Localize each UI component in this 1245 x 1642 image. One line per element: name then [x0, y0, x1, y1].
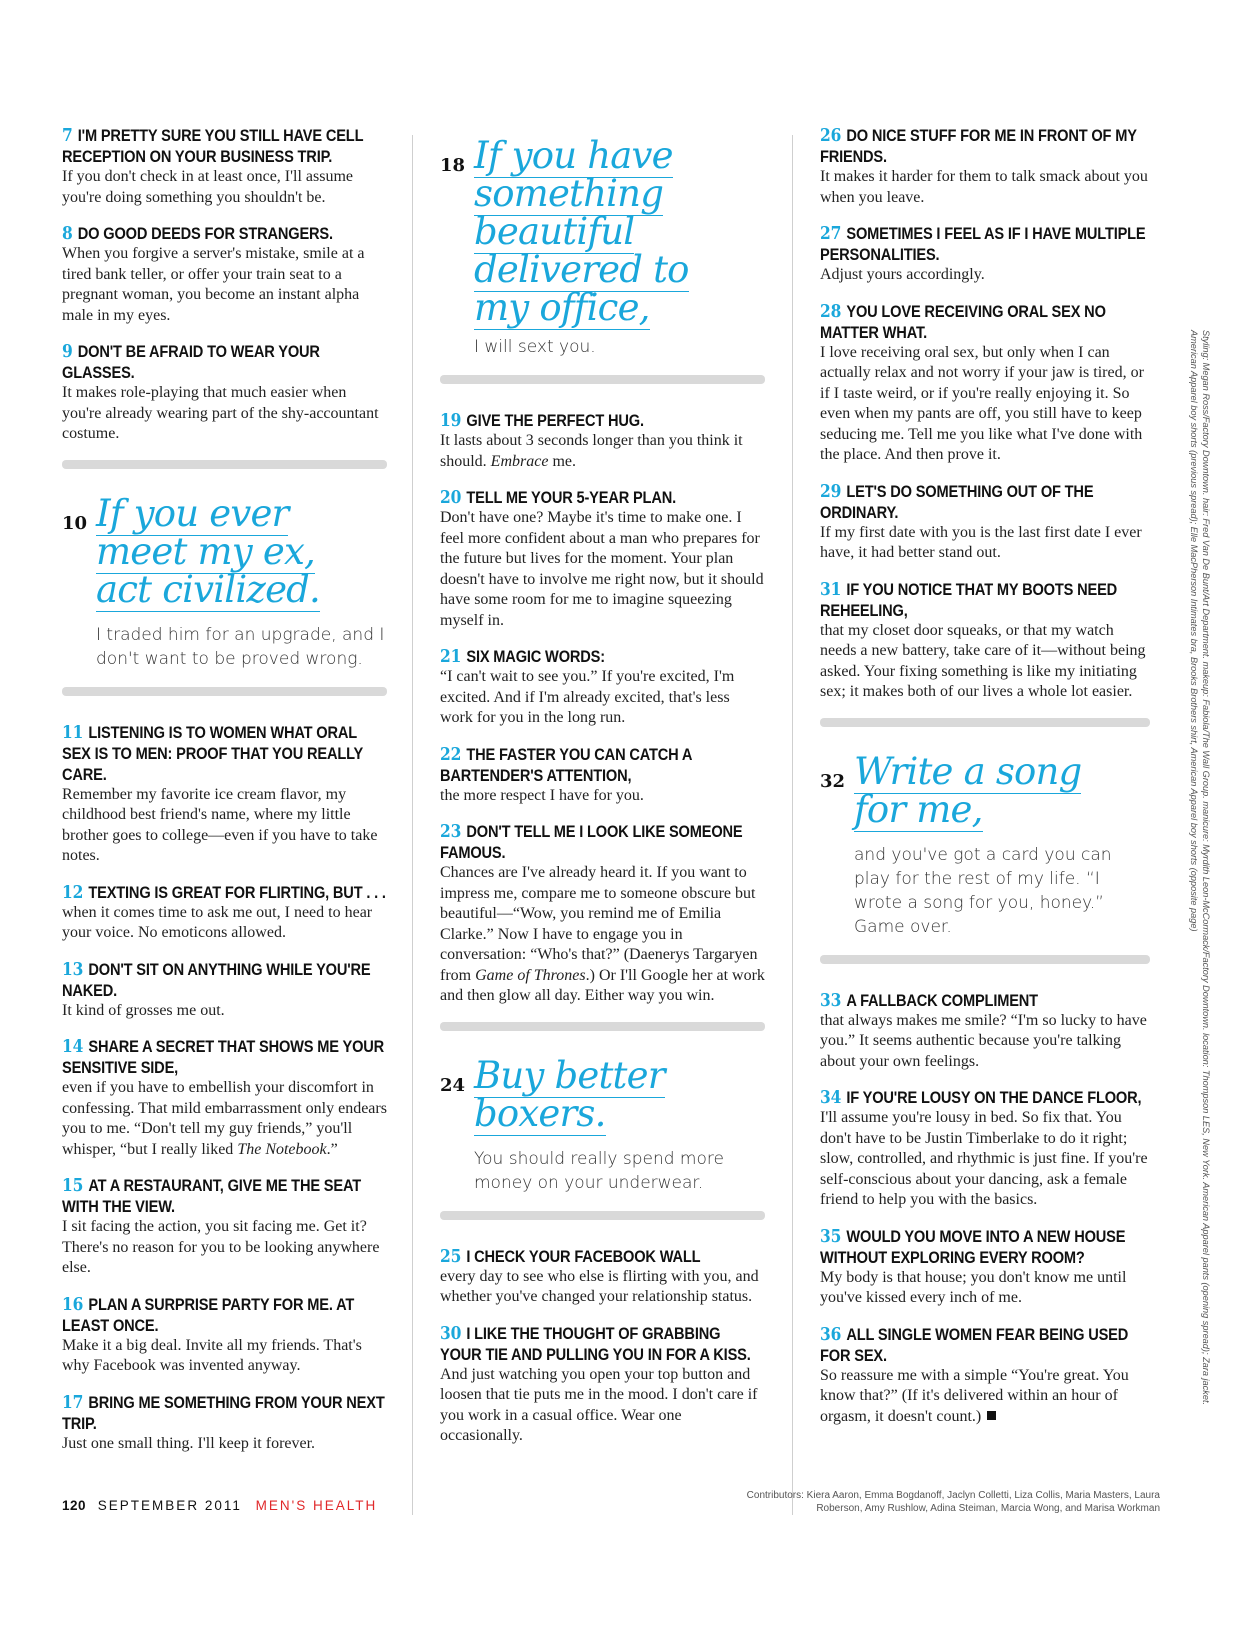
tip-body: If you don't check in at least once, I'll assume you're doing something you shouldn't be. [62, 168, 354, 206]
pull-quote-number: 18 [440, 155, 466, 176]
tip-heading: 23 DON'T TELL ME I LOOK LIKE SOMEONE FAMOUS. [440, 821, 743, 862]
section-divider [62, 460, 387, 469]
tip-number: 22 [440, 743, 462, 765]
tip-number: 27 [820, 223, 842, 244]
tip-number: 30 [440, 1322, 462, 1344]
tip-9 [62, 341, 387, 445]
issue-date: SEPTEMBER 2011 [97, 1498, 242, 1513]
tip-heading: 7 I'M PRETTY SURE YOU STILL HAVE CELL RECEPTION ON YOUR BUSINESS TRIP. [62, 125, 364, 166]
column-rule [792, 135, 793, 1515]
tip-heading: 35 WOULD YOU MOVE INTO A NEW HOUSE WITHOUT EXPLORING EVERY ROOM? [820, 1225, 1126, 1267]
tip-number: 11 [62, 721, 84, 743]
tip-heading: 30 I LIKE THE THOUGHT OF GRABBING YOUR TIE AND PULLING YOU IN FOR A KISS. [440, 1322, 751, 1364]
tip-16 [62, 1294, 387, 1377]
tip-heading: 27 SOMETIMES I FEEL AS IF I HAVE MULTIPLE PERSONALITIES. [820, 223, 1146, 264]
pull-quote-subtext: I traded him for an upgrade, and I don't want to be proved wrong. [96, 624, 385, 669]
magazine-name: MEN'S HEALTH [255, 1498, 378, 1513]
tip-15 [62, 1175, 387, 1279]
tip-body: Just one small thing. I'll keep it forever. [62, 1434, 316, 1452]
pull-quote-headline: Buy better boxers. [474, 1053, 665, 1135]
tip-31 [820, 579, 1150, 703]
pull-quote-subtext: I will sext you. [474, 337, 596, 357]
tip-11 [62, 722, 387, 867]
tip-36 [820, 1324, 1150, 1428]
tip-33 [820, 990, 1150, 1073]
pull-quote-24 [440, 1053, 765, 1195]
tip-heading: 34 IF YOU'RE LOUSY ON THE DANCE FLOOR, [820, 1087, 1142, 1108]
tip-heading: 17 BRING ME SOMETHING FROM YOUR NEXT TRIP. [62, 1391, 385, 1433]
tip-body: If my first date with you is the last first date I ever have, it had better stand out. [820, 523, 1142, 561]
tip-body: It makes role-playing that much easier when you're already wearing part of the shy-accountant costume. [62, 384, 379, 442]
tip-13 [62, 959, 387, 1022]
tip-heading: 12 TEXTING IS GREAT FOR FLIRTING, BUT . . . [62, 881, 386, 903]
tip-body: So reassure me with a simple “You're great. You know that?” (If it's delivered within an hour of orgasm, it doesn't count.) [820, 1366, 1129, 1425]
tip-body: Don't have one? Maybe it's time to make one. I feel more confident about a man who prepares for the future but lives for the moment. Your plan doesn't have to involve me right now, but it should have some room for me to imagine squeezing myself in. [440, 509, 764, 629]
tip-heading: 8 DO GOOD DEEDS FOR STRANGERS. [62, 223, 333, 244]
tip-27 [820, 223, 1150, 286]
tip-heading: 11 LISTENING IS TO WOMEN WHAT ORAL SEX IS TO MEN: PROOF THAT YOU REALLY CARE. [62, 721, 363, 784]
tip-number: 31 [820, 578, 842, 600]
tip-number: 33 [820, 989, 842, 1011]
tip-body: Adjust yours accordingly. [820, 266, 985, 283]
section-divider [440, 1022, 765, 1031]
tip-heading: 20 TELL ME YOUR 5-YEAR PLAN. [440, 487, 676, 508]
tip-12 [62, 882, 387, 944]
tip-heading: 9 DON'T BE AFRAID TO WEAR YOUR GLASSES. [62, 341, 320, 382]
section-divider [440, 375, 765, 384]
movie-title: The Notebook [237, 1140, 327, 1158]
tip-34 [820, 1087, 1150, 1211]
tip-heading: 14 SHARE A SECRET THAT SHOWS ME YOUR SENSITIVE SIDE, [62, 1036, 385, 1077]
page-number: 120 [62, 1498, 87, 1513]
tip-28 [820, 301, 1150, 466]
tip-body: every day to see who else is flirting with you, and whether you've changed your relationship status. [440, 1267, 759, 1305]
section-divider [62, 687, 387, 696]
tip-body: the more respect I have for you. [440, 786, 644, 804]
tip-body: My body is that house; you don't know me until you've kissed every inch of me. [820, 1268, 1127, 1306]
tip-8 [62, 223, 387, 326]
tip-heading: 16 PLAN A SURPRISE PARTY FOR ME. AT LEAST ONCE. [62, 1293, 355, 1335]
tip-22 [440, 744, 765, 807]
tip-23 [440, 821, 765, 1007]
tip-number: 7 [62, 125, 73, 146]
tip-number: 36 [820, 1323, 842, 1345]
tip-body: When you forgive a server's mistake, smile at a tired bank teller, or offer your train seat to a pregnant woman, you become an instant alpha male in my eyes. [62, 245, 365, 324]
tip-number: 26 [820, 125, 842, 146]
pull-quote-number: 32 [820, 770, 846, 792]
tip-number: 20 [440, 487, 462, 508]
photo-credits: Styling: Megan Ross/Factory Downtown. hair: Fred Van De Bunt/Art Department. makeup: Fabiola/The Wall Group. manicure: Myrdith Leon-McCormack/Factory Downtown. location: Thompson LES, New York. American Apparel pants (opening spread); Zara jacket. American Apparel boy shorts (previous spread); Elle MacPherson Intimates bra, Brooks Brothers shirt, American Apparel boy shorts (opposite page) [1189, 330, 1211, 1406]
tip-14 [62, 1036, 387, 1160]
pull-quote-headline: If you have something beautiful delivered to my office, [474, 134, 689, 329]
tip-19 [440, 410, 765, 472]
tip-heading: 36 ALL SINGLE WOMEN FEAR BEING USED FOR SEX. [820, 1323, 1129, 1365]
tip-number: 23 [440, 821, 462, 842]
tip-body: “I can't wait to see you.” If you're excited, I'm excited. And if I'm already excited, that's less work for you in the long run. [440, 668, 735, 726]
end-mark-icon [987, 1411, 996, 1420]
column-rule [412, 135, 413, 1515]
tip-heading: 31 IF YOU NOTICE THAT MY BOOTS NEED REHEELING, [820, 578, 1118, 620]
tip-heading: 13 DON'T SIT ON ANYTHING WHILE YOU'RE NAKED. [62, 958, 371, 1000]
middle-column [440, 125, 765, 1462]
tip-heading: 29 LET'S DO SOMETHING OUT OF THE ORDINARY. [820, 480, 1094, 522]
tip-21 [440, 646, 765, 729]
tip-35 [820, 1226, 1150, 1309]
pull-quote-headline: If you ever meet my ex, act civilized. [96, 491, 321, 611]
tip-body: It lasts about 3 seconds longer than you think it should. Embrace me. [440, 432, 743, 470]
tip-body: that always makes me smile? “I'm so lucky to have you.” It seems authentic because you're talking about your own feelings. [820, 1011, 1147, 1070]
tip-body: I sit facing the action, you sit facing me. Get it? There's no reason for you to be looking anywhere else. [62, 1218, 380, 1276]
tip-number: 12 [62, 881, 84, 903]
pull-quote-subtext: and you've got a card you can play for the rest of my life. “I wrote a song for you, honey.” Game over. [854, 844, 1112, 937]
tip-number: 14 [62, 1036, 84, 1057]
pull-quote-headline: Write a song for me, [854, 749, 1082, 831]
pull-quote-18 [440, 134, 765, 359]
section-divider [440, 1211, 765, 1220]
tip-25 [440, 1246, 765, 1308]
tip-17 [62, 1392, 387, 1455]
right-column [820, 125, 1150, 1442]
pull-quote-32 [820, 749, 1150, 939]
tip-number: 9 [62, 341, 73, 362]
tip-body: I'll assume you're lousy in bed. So fix that. You don't have to be Justin Timberlake to do it right; slow, controlled, and rhythmic is just fine. If you're self-conscious about your dancing, ask a female friend to help you with the basics. [820, 1109, 1148, 1208]
tip-30 [440, 1323, 765, 1447]
tip-heading: 33 A FALLBACK COMPLIMENT [820, 989, 1038, 1011]
tip-body: even if you have to embellish your discomfort in confessing. That mild embarrassment only endears you to me. “Don't tell my guy friends,” you'll whisper, “but I really liked The Notebook.” [62, 1079, 387, 1158]
pull-quote-subtext: You should really spend more money on your underwear. [474, 1148, 724, 1193]
tip-heading: 21 SIX MAGIC WORDS: [440, 646, 605, 667]
tip-body: that my closet door squeaks, or that my watch needs a new battery, take care of it—without being asked. Your fixing something is like my initiating sex; it makes both of our lives a whole lot easier. [820, 621, 1146, 700]
tip-body: And just watching you open your top button and loosen that tie puts me in the mood. I don't care if you work in a casual office. Wear one occasionally. [440, 1365, 758, 1444]
tip-number: 25 [440, 1245, 462, 1267]
tip-heading: 19 GIVE THE PERFECT HUG. [440, 410, 644, 431]
tip-body: Chances are I've already heard it. If you want to impress me, compare me to someone obscure but beautiful—“Wow, you remind me of Emilia Clarke.” Now I have to engage you in conversation: “Who's that?” (Daenerys Targaryen from Game of Thrones.) Or I'll Google her at work and then glow all day. Either way you win. [440, 864, 765, 1004]
tip-number: 16 [62, 1293, 84, 1315]
tip-number: 19 [440, 410, 462, 431]
tip-body: when it comes time to ask me out, I need to hear your voice. No emoticons allowed. [62, 903, 373, 941]
show-title: Game of Thrones [475, 966, 586, 984]
pull-quote-number: 10 [62, 512, 88, 534]
tip-26 [820, 125, 1150, 208]
section-divider [820, 718, 1150, 727]
tip-heading: 15 AT A RESTAURANT, GIVE ME THE SEAT WITH THE VIEW. [62, 1175, 362, 1216]
tip-number: 28 [820, 300, 842, 322]
page-footer [62, 1498, 377, 1513]
tip-heading: 25 I CHECK YOUR FACEBOOK WALL [440, 1245, 701, 1267]
tip-heading: 28 YOU LOVE RECEIVING ORAL SEX NO MATTER WHAT. [820, 300, 1106, 342]
tip-20 [440, 487, 765, 631]
pull-quote-number: 24 [440, 1074, 466, 1096]
tip-body: Remember my favorite ice cream flavor, my childhood best friend's name, where my little brother goes to college—even if you have to take notes. [62, 785, 378, 864]
tip-number: 29 [820, 480, 842, 502]
tip-body: Make it a big deal. Invite all my friends. That's why Facebook was invented anyway. [62, 1336, 362, 1374]
tip-29 [820, 481, 1150, 564]
tip-number: 15 [62, 1175, 84, 1196]
tip-heading: 26 DO NICE STUFF FOR ME IN FRONT OF MY FRIENDS. [820, 125, 1137, 166]
pull-quote-10 [62, 491, 387, 671]
tip-number: 13 [62, 958, 84, 980]
tip-number: 21 [440, 646, 462, 667]
tip-number: 34 [820, 1087, 842, 1108]
tip-body: It kind of grosses me out. [62, 1001, 225, 1019]
tip-number: 8 [62, 223, 73, 244]
tip-7 [62, 125, 387, 208]
tip-body: I love receiving oral sex, but only when I can actually relax and not worry if your jaw is tired, or if I taste weird, or if you're really enjoying it. So even when my pants are off, you still have to keep seducing me. Tell me you like what I've done with the place. And then prove it. [820, 343, 1144, 463]
tip-body: It makes it harder for them to talk smack about you when you leave. [820, 168, 1148, 206]
left-column [62, 125, 387, 1469]
section-divider [820, 955, 1150, 964]
tip-number: 17 [62, 1391, 84, 1413]
contributors-credit: Contributors: Kiera Aaron, Emma Bogdanoff, Jaclyn Colletti, Liza Collis, Maria Masters, Laura Roberson, Amy Rushlow, Adina Steiman, Marcia Wong, and Marisa Workman [746, 1490, 1160, 1514]
tip-number: 35 [820, 1225, 842, 1247]
tip-heading: 22 THE FASTER YOU CAN CATCH A BARTENDER'S ATTENTION, [440, 743, 692, 785]
